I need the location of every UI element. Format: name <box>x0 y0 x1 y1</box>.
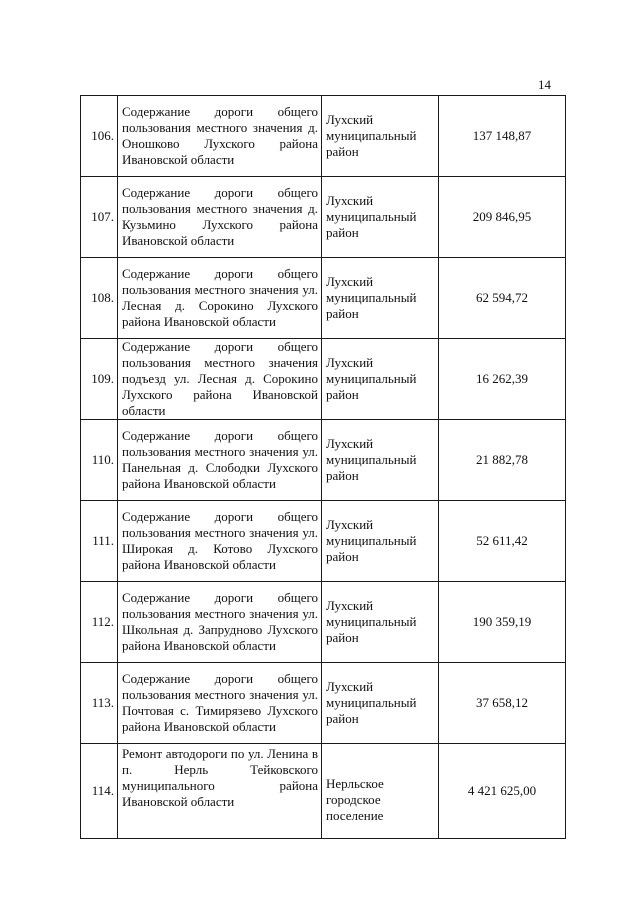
row-number: 107. <box>81 177 118 258</box>
row-number: 108. <box>81 258 118 339</box>
road-description: Содержание дороги общего пользования местного значения ул. Панельная д. Слободки Лухского района Ивановской области <box>118 420 322 501</box>
recipient: Лухский муниципальный район <box>322 96 439 177</box>
row-number: 112. <box>81 582 118 663</box>
road-description: Содержание дороги общего пользования местного значения ул. Лесная д. Сорокино Лухского района Ивановской области <box>118 258 322 339</box>
table-row <box>81 96 566 177</box>
amount: 52 611,42 <box>439 501 566 582</box>
road-description: Содержание дороги общего пользования местного значения д. Кузьмино Лухского района Ивановской области <box>118 177 322 258</box>
table-row <box>81 177 566 258</box>
row-number: 106. <box>81 96 118 177</box>
road-description: Содержание дороги общего пользования местного значения подъезд ул. Лесная д. Сорокино Лухского района Ивановской области <box>118 339 322 420</box>
table-row <box>81 501 566 582</box>
recipient: Лухский муниципальный район <box>322 420 439 501</box>
amount: 190 359,19 <box>439 582 566 663</box>
road-description: Содержание дороги общего пользования местного значения ул. Школьная д. Запрудново Лухского района Ивановской области <box>118 582 322 663</box>
recipient: Лухский муниципальный район <box>322 258 439 339</box>
road-description: Ремонт автодороги по ул. Ленина в п. Нерль Тейковского муниципального района Ивановской области <box>118 744 322 839</box>
amount: 137 148,87 <box>439 96 566 177</box>
recipient: Лухский муниципальный район <box>322 339 439 420</box>
amount: 37 658,12 <box>439 663 566 744</box>
road-description: Содержание дороги общего пользования местного значения ул. Почтовая с. Тимирязево Лухского района Ивановской области <box>118 663 322 744</box>
table-row <box>81 339 566 420</box>
recipient: Лухский муниципальный район <box>322 177 439 258</box>
amount: 16 262,39 <box>439 339 566 420</box>
row-number: 113. <box>81 663 118 744</box>
page-number: 14 <box>538 77 551 92</box>
row-number: 111. <box>81 501 118 582</box>
recipient: Лухский муниципальный район <box>322 501 439 582</box>
recipient: Лухский муниципальный район <box>322 582 439 663</box>
amount: 209 846,95 <box>439 177 566 258</box>
table-row <box>81 663 566 744</box>
road-description: Содержание дороги общего пользования местного значения ул. Широкая д. Котово Лухского района Ивановской области <box>118 501 322 582</box>
table-row <box>81 420 566 501</box>
amount: 62 594,72 <box>439 258 566 339</box>
table-row <box>81 582 566 663</box>
row-number: 109. <box>81 339 118 420</box>
amount: 21 882,78 <box>439 420 566 501</box>
row-number: 110. <box>81 420 118 501</box>
table-row <box>81 744 566 839</box>
funding-table <box>80 95 566 839</box>
table-row <box>81 258 566 339</box>
row-number: 114. <box>81 744 118 839</box>
amount: 4 421 625,00 <box>439 744 566 839</box>
recipient: Лухский муниципальный район <box>322 663 439 744</box>
road-description: Содержание дороги общего пользования местного значения д. Оношково Лухского района Ивановской области <box>118 96 322 177</box>
recipient: Нерльское городское поселение <box>322 744 439 839</box>
